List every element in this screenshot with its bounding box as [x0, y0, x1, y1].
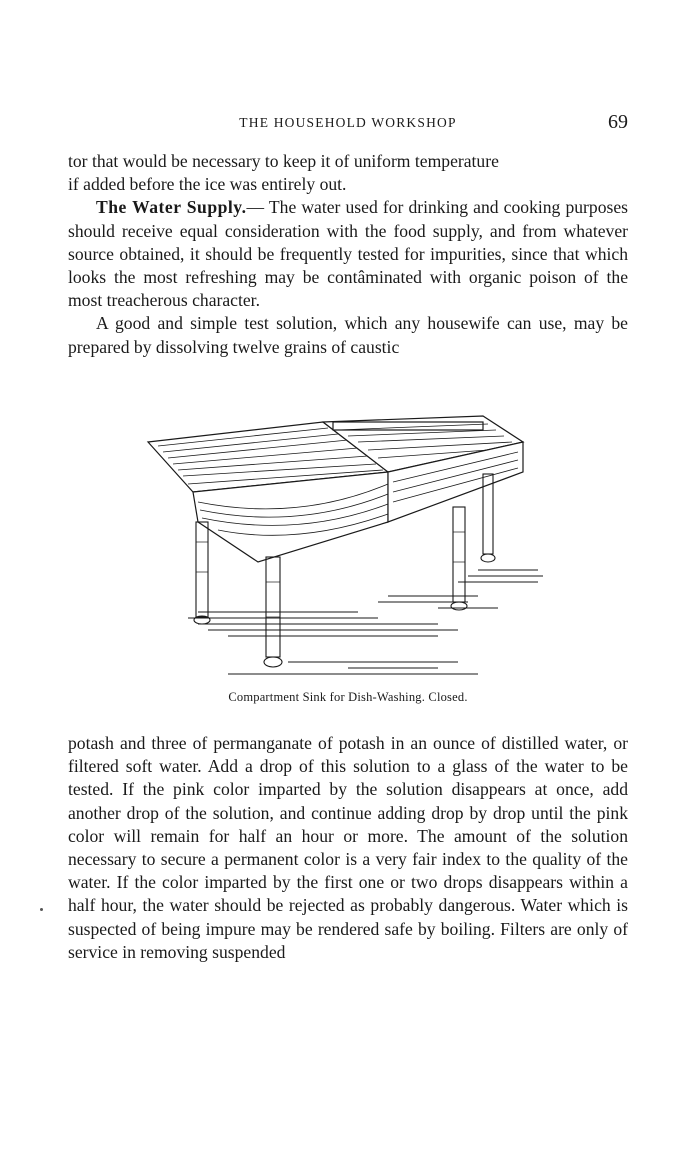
bottom-text-block: [68, 732, 628, 964]
margin-speck: [40, 908, 43, 911]
water-supply-paragraph: [68, 196, 628, 312]
continued-line-end: if added before the ice was entirely out.: [68, 174, 347, 195]
section-heading: The Water Supply.: [96, 197, 247, 218]
figure-caption: Compartment Sink for Dish-Washing. Closed.: [228, 690, 468, 704]
running-title: THE HOUSEHOLD WORKSHOP: [239, 115, 457, 130]
continued-line: tor that would be necessary to keep it of uniform temperature: [68, 151, 499, 171]
page-header: [68, 112, 628, 136]
test-instructions-paragraph: potash and three of permanganate of potash in an ounce of distilled water, or filtered soft water. Add a drop of this solution to a glass of the water to be tested. If the pink color imparted by the solution disappears at once, add another drop of the solution, and continue adding drop by drop until the pink color will remain for half an hour or more. The amount of the solution necessary to secure a permanent color is a very fair index to the quality of the water. If the color imparted by the first one or two drops disappears within a half hour, the water should be rejected as probably dangerous. Water which is suspected of being impure may be rendered safe by boiling. Filters are only of service in removing suspended: [68, 733, 628, 962]
page-number: 69: [608, 111, 628, 133]
top-text-block: [68, 150, 628, 359]
compartment-sink-illustration: [138, 412, 548, 682]
test-solution-paragraph: A good and simple test solution, which any housewife can use, may be prepared by dissolving twelve grains of caustic: [68, 313, 628, 357]
water-supply-text: — The water used for drinking and cooking purposes should receive equal consideration with the food supply, and from whatever source obtained, it should be frequently tested for impurities, since that which looks the most refreshing may be contâminated with organic poison of the most treacherous character.: [68, 197, 628, 311]
